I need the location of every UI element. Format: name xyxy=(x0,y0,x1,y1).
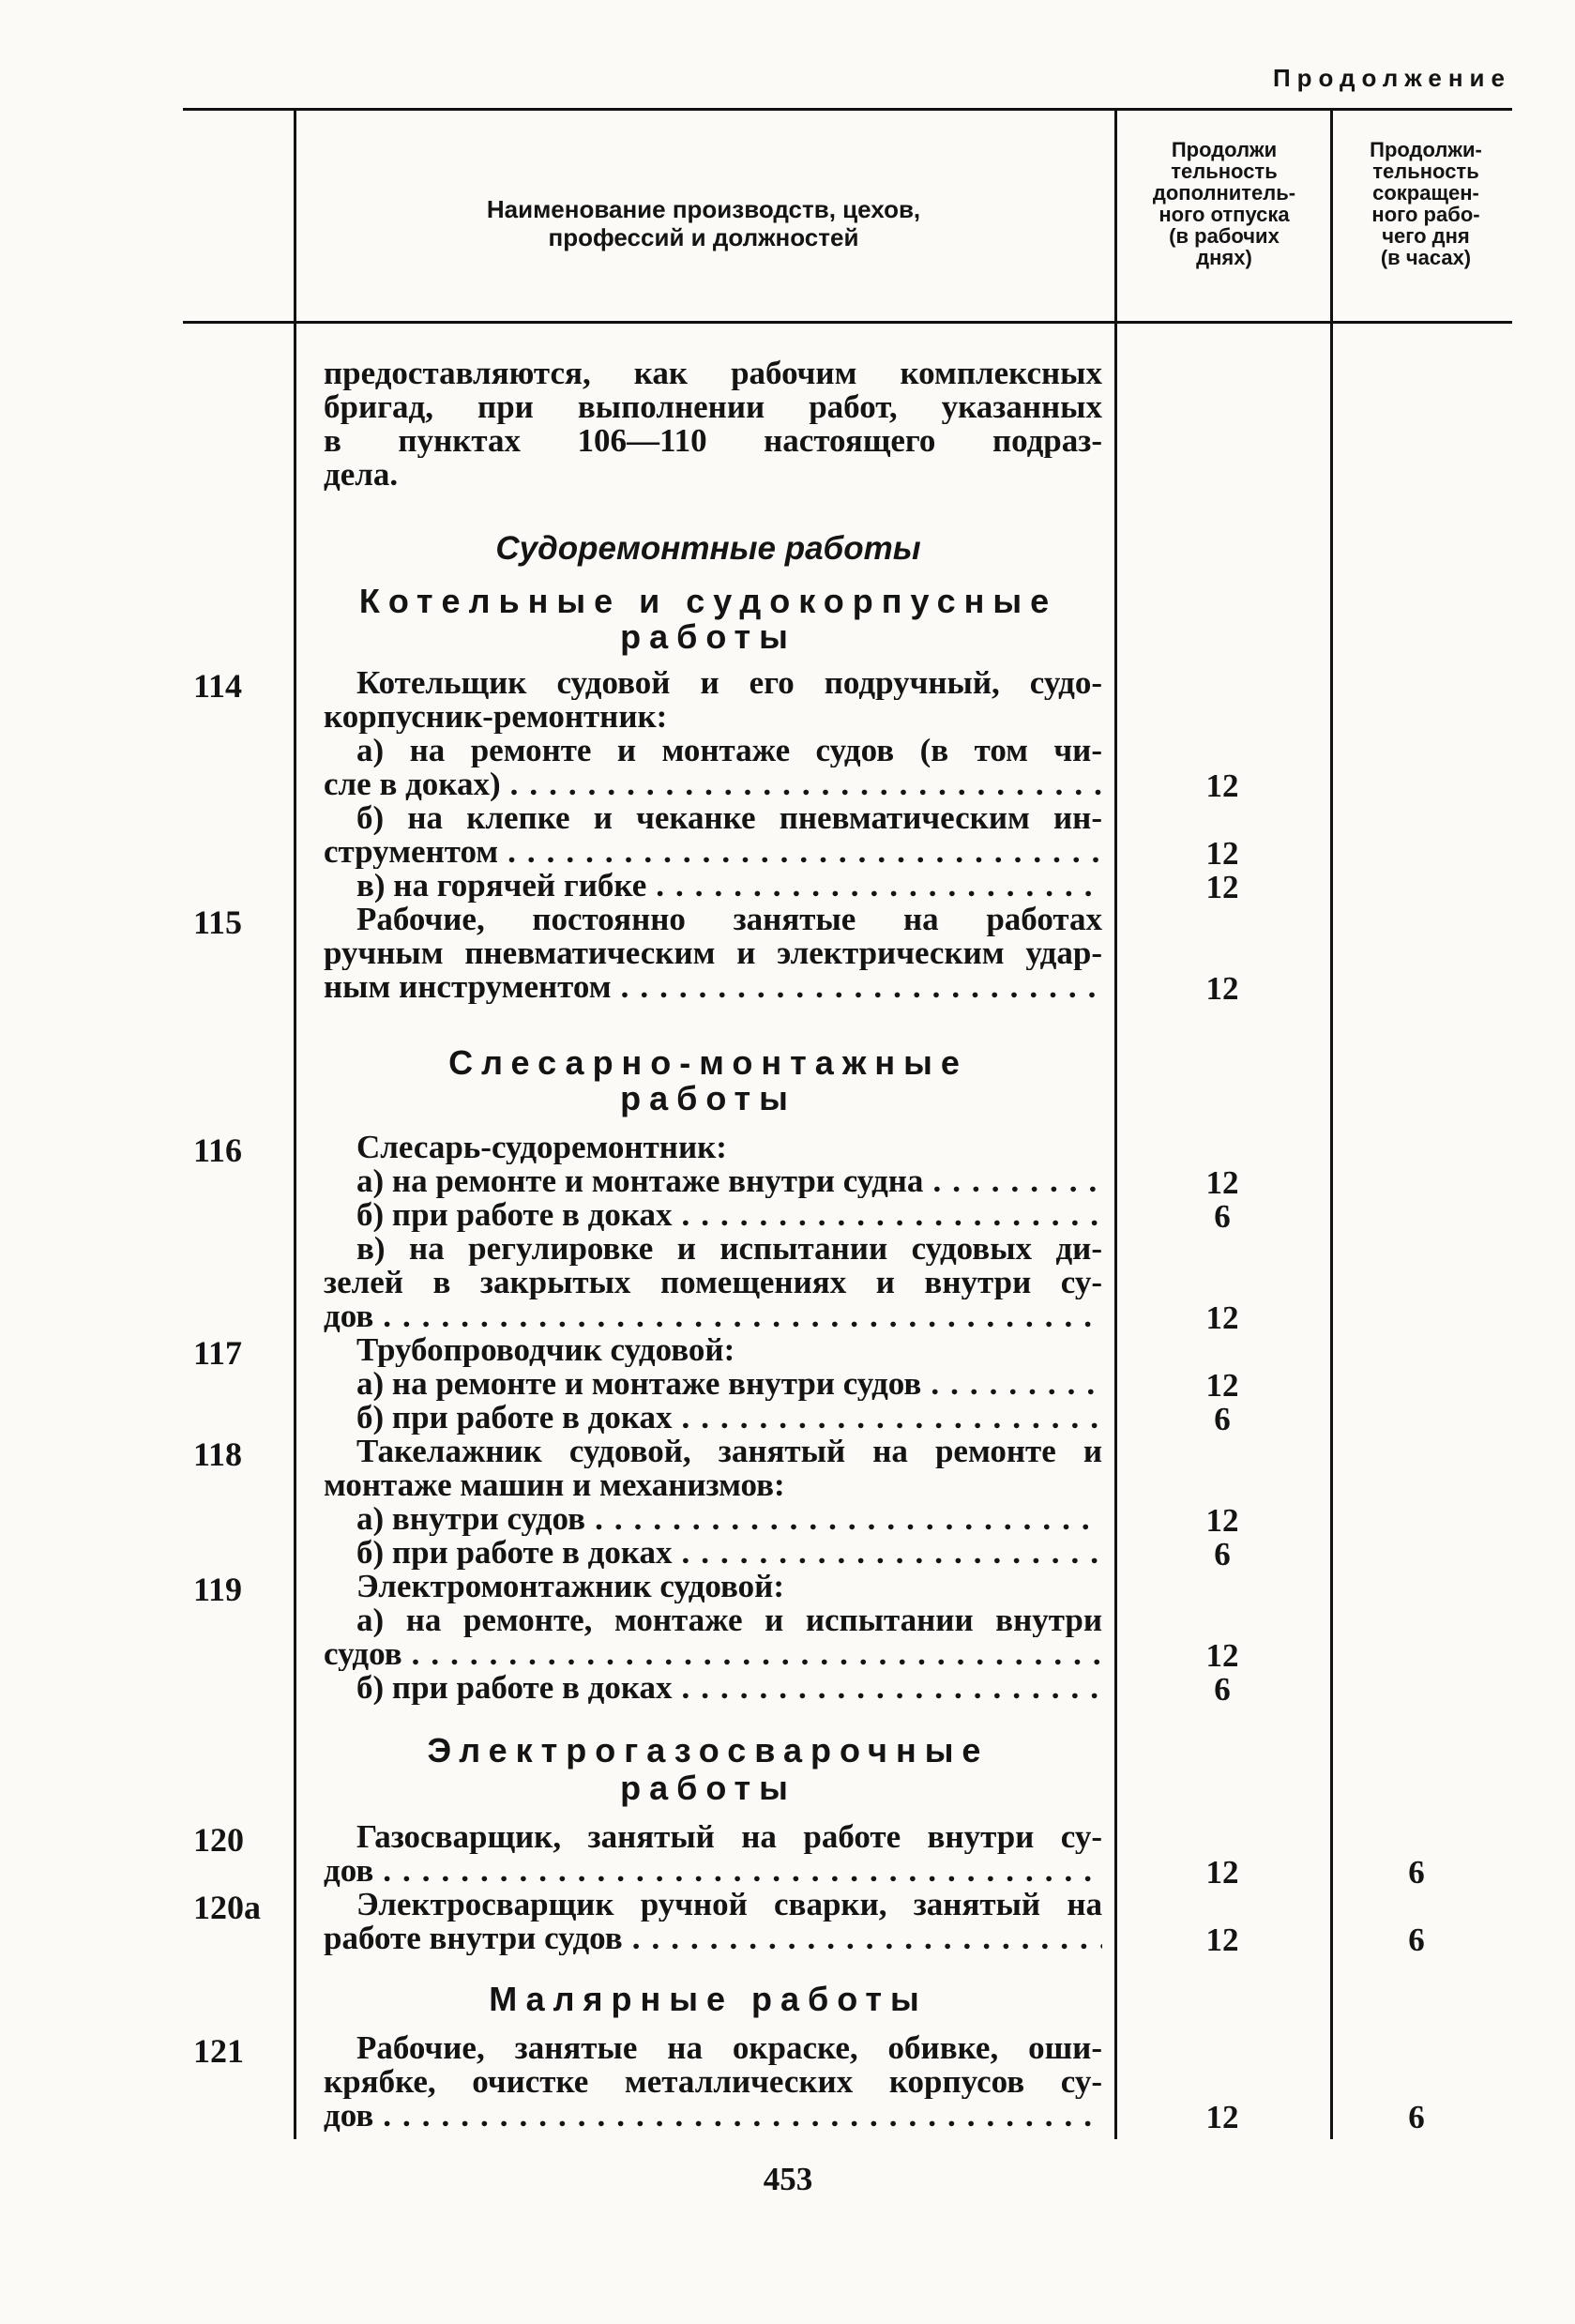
row-number: 115 xyxy=(193,904,243,941)
dot-leader xyxy=(931,1367,1102,1401)
row-text: Электросварщик ручной сварки, занятый на xyxy=(356,1888,1102,1921)
row-text: струментом xyxy=(324,835,499,869)
dot-leader xyxy=(632,1921,1102,1955)
subsection-heading: Малярные работы xyxy=(489,1980,928,2018)
intro-line: бригад, при выполнении работ, указанных xyxy=(324,390,1102,424)
row-text: а) внутри судов xyxy=(356,1502,586,1536)
dot-leader xyxy=(621,970,1102,1004)
row-text: Трубопроводчик судовой: xyxy=(356,1333,735,1367)
header-extra-leave: Продолжи тельность дополнитель- ного отпуска (в рабочих днях) xyxy=(1152,138,1296,269)
leave-value: 12 xyxy=(1205,970,1239,1007)
row-text-leader xyxy=(324,835,1102,869)
intro-line: дела. xyxy=(324,458,399,492)
leave-value: 12 xyxy=(1205,1299,1239,1336)
row-text: сле в доках) xyxy=(324,767,501,801)
row-text: ным инструментом xyxy=(324,970,612,1004)
leave-value: 12 xyxy=(1205,2099,1239,2135)
row-text: Рабочие, занятые на окраске, обивке, оши- xyxy=(356,2031,1102,2065)
row-text-leader xyxy=(324,970,1102,1004)
dot-leader xyxy=(681,1536,1102,1570)
row-text-leader xyxy=(356,869,1102,903)
subsection-heading: работы xyxy=(620,617,796,656)
header-bottom-rule xyxy=(183,321,1512,324)
row-text: монтаже машин и механизмов: xyxy=(324,1468,785,1502)
dot-leader xyxy=(681,1401,1102,1435)
dot-leader xyxy=(681,1671,1102,1705)
leave-column-rule xyxy=(1114,108,1117,2139)
row-text: Слесарь-судоремонтник: xyxy=(356,1131,727,1164)
row-text-leader xyxy=(324,1854,1102,1888)
row-text: ручным пневматическим и электрическим удар- xyxy=(324,936,1102,970)
row-text: а) на ремонте и монтаже судов (в том чи- xyxy=(356,734,1102,767)
row-text-leader xyxy=(356,1671,1102,1705)
row-text-leader xyxy=(356,1502,1102,1536)
row-text: зелей в закрытых помещениях и внутри су- xyxy=(324,1266,1102,1299)
header-short-day: Продолжи- тельность сокращен- ного рабо- чего дня (в часах) xyxy=(1370,138,1482,269)
row-text-leader xyxy=(356,1401,1102,1435)
intro-line: в пунктах 106—110 настоящего подраз- xyxy=(324,424,1102,458)
leave-value: 12 xyxy=(1205,1367,1239,1404)
row-text: б) на клепке и чеканке пневматическим ин- xyxy=(356,801,1102,835)
row-text: работе внутри судов xyxy=(324,1921,623,1955)
row-text: б) при работе в доках xyxy=(356,1198,673,1232)
header-profession-name: Наименование производств, цехов, профессий и должностей xyxy=(486,195,921,251)
leave-value: 6 xyxy=(1214,1401,1231,1437)
row-text: Газосварщик, занятый на работе внутри су- xyxy=(356,1820,1102,1854)
row-text: корпусник-ремонтник: xyxy=(324,700,668,734)
dot-leader xyxy=(383,1854,1102,1888)
subsection-heading: работы xyxy=(620,1079,796,1117)
dot-leader xyxy=(681,1198,1102,1232)
subsection-heading: Электрогазосварочные xyxy=(427,1731,990,1770)
row-text: Котельщик судовой и его подручный, судо- xyxy=(356,666,1102,700)
leave-value: 12 xyxy=(1205,835,1239,872)
row-text: дов xyxy=(324,2099,374,2133)
row-text-leader xyxy=(324,1299,1102,1333)
row-text: б) при работе в доках xyxy=(356,1401,673,1435)
row-number: 116 xyxy=(193,1132,243,1169)
leave-value: 12 xyxy=(1205,869,1239,905)
row-text: Такелажник судовой, занятый на ремонте и xyxy=(356,1435,1102,1468)
row-text-leader xyxy=(324,1921,1102,1955)
leave-value: 6 xyxy=(1214,1198,1231,1235)
row-text: Рабочие, постоянно занятые на работах xyxy=(356,903,1102,936)
row-text-leader xyxy=(324,2099,1102,2133)
dot-leader xyxy=(510,767,1102,801)
row-number: 121 xyxy=(193,2032,244,2070)
row-text: Электромонтажник судовой: xyxy=(356,1570,785,1603)
intro-line: предоставляются, как рабочим комплексных xyxy=(324,357,1102,390)
subsection-heading: Котельные и судокорпусные xyxy=(358,582,1058,620)
row-number: 119 xyxy=(193,1571,243,1608)
section-heading: Судоремонтные работы xyxy=(495,530,921,567)
row-text: в) на регулировке и испытании судовых ди- xyxy=(356,1232,1102,1266)
dot-leader xyxy=(595,1502,1102,1536)
subsection-heading: Слесарно-монтажные xyxy=(448,1043,968,1082)
leave-value: 6 xyxy=(1214,1536,1231,1572)
row-text: судов xyxy=(324,1637,402,1671)
row-number: 118 xyxy=(193,1435,243,1473)
row-text: дов xyxy=(324,1299,374,1333)
row-text: а) на ремонте, монтаже и испытании внутри xyxy=(356,1603,1102,1637)
row-text-leader xyxy=(356,1198,1102,1232)
leave-value: 12 xyxy=(1205,767,1239,804)
subsection-heading: работы xyxy=(620,1769,796,1807)
row-number: 114 xyxy=(193,667,243,705)
leave-value: 12 xyxy=(1205,1637,1239,1674)
number-column-rule xyxy=(294,108,296,2139)
row-text: в) на горячей гибке xyxy=(356,869,647,903)
row-text: б) при работе в доках xyxy=(356,1536,673,1570)
day-column-rule xyxy=(1330,108,1333,2139)
leave-value: 12 xyxy=(1205,1164,1239,1201)
dot-leader xyxy=(383,2099,1102,2133)
leave-value: 6 xyxy=(1214,1671,1231,1708)
row-text-leader xyxy=(356,1367,1102,1401)
page-number: 453 xyxy=(763,2161,813,2197)
dot-leader xyxy=(412,1637,1102,1671)
dot-leader xyxy=(656,869,1102,903)
short-day-value: 6 xyxy=(1408,2099,1425,2135)
row-text-leader xyxy=(324,767,1102,801)
leave-value: 12 xyxy=(1205,1921,1239,1958)
row-text: крябке, очистке металлических корпусов су- xyxy=(324,2065,1102,2099)
short-day-value: 6 xyxy=(1408,1854,1425,1891)
dot-leader xyxy=(932,1164,1102,1198)
short-day-value: 6 xyxy=(1408,1921,1425,1958)
row-number: 120 xyxy=(193,1821,244,1859)
dot-leader xyxy=(383,1299,1102,1333)
row-text: б) при работе в доках xyxy=(356,1671,673,1705)
leave-value: 12 xyxy=(1205,1854,1239,1891)
leave-value: 12 xyxy=(1205,1502,1239,1539)
row-text: дов xyxy=(324,1854,374,1888)
row-text: а) на ремонте и монтаже внутри судна xyxy=(356,1164,924,1198)
row-text-leader xyxy=(356,1164,1102,1198)
row-text-leader xyxy=(324,1637,1102,1671)
continuation-caption: Продолжение xyxy=(1272,64,1511,92)
dot-leader xyxy=(507,835,1102,869)
table-top-rule xyxy=(183,108,1512,111)
row-text-leader xyxy=(356,1536,1102,1570)
row-text: а) на ремонте и монтаже внутри судов xyxy=(356,1367,922,1401)
row-number: 117 xyxy=(193,1334,243,1372)
row-number: 120а xyxy=(193,1889,261,1926)
